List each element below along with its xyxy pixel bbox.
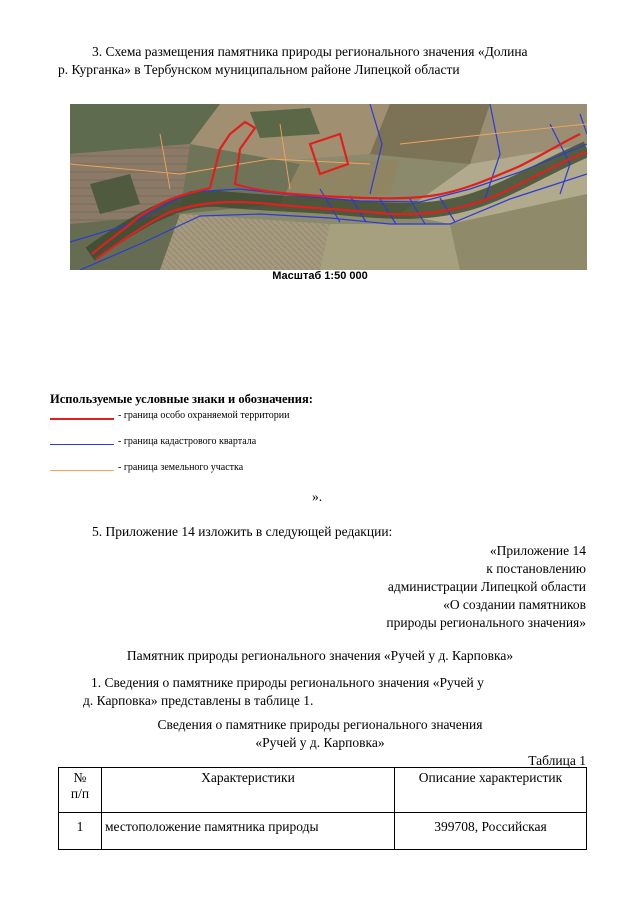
info-line-2: д. Карповка» представлены в таблице 1.	[83, 693, 314, 708]
cell-number: 1	[59, 813, 102, 850]
satellite-map	[70, 104, 587, 270]
closing-quote: ».	[312, 489, 323, 504]
blue-line-icon	[50, 444, 114, 445]
header-number: № п/п	[59, 768, 102, 813]
info-paragraph	[83, 674, 593, 710]
header-description: Описание характеристик	[395, 768, 587, 813]
table-header-row	[59, 768, 587, 813]
legend-label-cadastral: - граница кадастрового квартала	[118, 436, 257, 447]
table-label: Таблица 1	[528, 753, 586, 768]
table-title-line-1: Сведения о памятнике природы регионального значения	[157, 717, 483, 732]
table-row	[59, 813, 587, 850]
section-5-text: 5. Приложение 14 изложить в следующей редакции:	[92, 524, 393, 539]
map-scale: Масштаб 1:50 000	[272, 270, 368, 282]
appendix-line-2: к постановлению	[486, 561, 586, 576]
table-title-line-2: «Ручей у д. Карповка»	[255, 735, 385, 750]
header-characteristics: Характеристики	[102, 768, 395, 813]
legend-label-land: - граница земельного участка	[118, 462, 244, 473]
cell-characteristic: местоположение памятника природы	[102, 813, 395, 850]
appendix-line-4: «О создании памятников	[443, 597, 586, 612]
appendix-header	[386, 542, 586, 632]
legend-label-protected: - граница особо охраняемой территории	[118, 410, 290, 421]
legend-title: Используемые условные знаки и обозначения:	[50, 392, 313, 406]
table-title	[0, 716, 640, 752]
orange-line-icon	[50, 470, 114, 471]
info-line-1: 1. Сведения о памятнике природы регионального значения «Ручей у	[91, 675, 484, 690]
cell-description: 399708, Российская	[395, 813, 587, 850]
appendix-line-5: природы регионального значения»	[386, 615, 586, 630]
appendix-line-1: «Приложение 14	[489, 543, 586, 558]
appendix-line-3: администрации Липецкой области	[387, 579, 586, 594]
red-line-icon	[50, 418, 114, 420]
monument-title: Памятник природы регионального значения «Ручей у д. Карповка»	[126, 648, 514, 663]
map-image	[70, 104, 587, 270]
section-3-line-1: 3. Схема размещения памятника природы регионального значения «Долина	[92, 44, 528, 59]
characteristics-table	[58, 767, 587, 850]
section-3-line-2: р. Курганка» в Тербунском муниципальном районе Липецкой области	[58, 62, 460, 77]
